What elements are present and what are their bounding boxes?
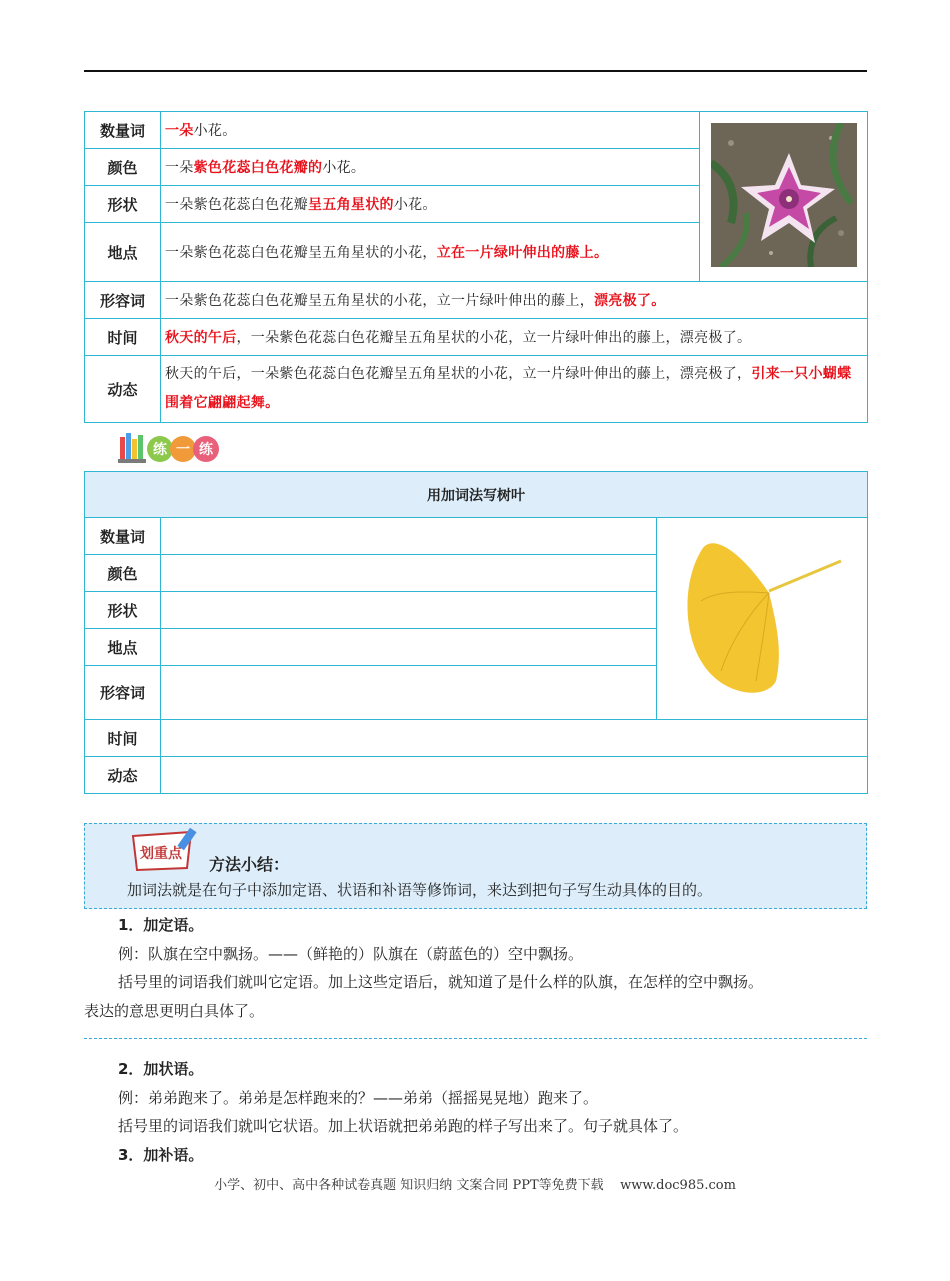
row-label: 数量词 — [85, 518, 161, 555]
example-sentence: 例：弟弟跑来了。弟弟是怎样跑来的？——弟弟（摇摇晃晃地）跑来了。 — [118, 1089, 599, 1107]
answer-field[interactable] — [161, 518, 657, 555]
answer-field[interactable] — [161, 629, 657, 666]
example-sentence: 例：队旗在空中飘扬。——（鲜艳的）队旗在（蔚蓝色的）空中飘扬。 — [118, 945, 584, 963]
text-fragment: 小花。 — [393, 197, 437, 213]
practice-badge-icon — [118, 429, 222, 465]
explanation: 括号里的词语我们就叫它定语。加上这些定语后，就知道了是什么样的队旗，在怎样的空中飘扬。 — [118, 973, 764, 991]
practice-table-title: 用加词法写树叶 — [85, 472, 868, 518]
row-label: 颜色 — [85, 555, 161, 592]
summary-text: 加词法就是在句子中添加定语、状语和补语等修饰词，来达到把句子写生动具体的目的。 — [127, 881, 713, 899]
ginkgo-leaf-image — [671, 531, 853, 703]
row-label: 地点 — [85, 629, 161, 666]
section-heading: 2．加状语。 — [118, 1060, 204, 1078]
highlight-fragment: 引来一只小蝴蝶围着它翩翩起舞。 — [165, 366, 852, 411]
row-label: 时间 — [85, 720, 161, 757]
method-summary-box — [84, 823, 867, 909]
row-text — [161, 282, 868, 319]
text-fragment: 一朵 — [165, 160, 194, 176]
text-fragment: 一朵紫色花蕊白色花瓣呈五角星状的小花， — [165, 245, 437, 261]
row-text — [161, 149, 700, 186]
row-label: 形状 — [85, 186, 161, 223]
explanation: 括号里的词语我们就叫它状语。加上状语就把弟弟跑的样子写出来了。句子就具体了。 — [118, 1117, 689, 1135]
badge-char: 一 — [176, 442, 190, 458]
text-fragment: 一朵紫色花蕊白色花瓣 — [165, 197, 308, 213]
row-label: 时间 — [85, 319, 161, 356]
row-label: 动态 — [85, 757, 161, 794]
badge-char: 练 — [199, 442, 213, 458]
explanation: 表达的意思更明白具体了。 — [84, 1002, 265, 1020]
answer-field[interactable] — [161, 666, 657, 720]
row-label: 动态 — [85, 356, 161, 423]
highlight-fragment: 紫色花蕊白色花瓣的 — [193, 160, 323, 176]
highlight-fragment: 秋天的午后 — [165, 330, 237, 346]
text-fragment: 一朵紫色花蕊白色花瓣呈五角星状的小花，立一片绿叶伸出的藤上， — [165, 293, 594, 309]
row-text — [161, 112, 700, 149]
header-rule — [84, 70, 867, 72]
text-fragment: ，一朵紫色花蕊白色花瓣呈五角星状的小花，立一片绿叶伸出的藤上，漂亮极了。 — [236, 330, 752, 346]
badge-text: 划重点 — [140, 846, 182, 862]
flower-image — [711, 123, 857, 267]
flower-image-cell — [700, 112, 868, 282]
example-table — [84, 111, 868, 423]
page-footer: 小学、初中、高中各种试卷真题 知识归纳 文案合同 PPT等免费下载 www.doc985.com — [214, 1178, 736, 1193]
row-label: 形容词 — [85, 282, 161, 319]
row-text — [161, 319, 868, 356]
highlight-fragment: 立在一片绿叶伸出的藤上。 — [436, 245, 609, 261]
answer-field[interactable] — [161, 555, 657, 592]
section-divider — [84, 1038, 867, 1039]
row-label: 数量词 — [85, 112, 161, 149]
row-text — [161, 223, 700, 282]
answer-field[interactable] — [161, 592, 657, 629]
highlight-fragment: 一朵 — [165, 123, 194, 139]
row-text — [161, 356, 868, 423]
highlight-fragment: 呈五角星状的 — [308, 197, 394, 213]
text-fragment: 小花。 — [322, 160, 366, 176]
answer-field[interactable] — [161, 720, 868, 757]
text-fragment: 小花。 — [193, 123, 237, 139]
text-fragment: 秋天的午后，一朵紫色花蕊白色花瓣呈五角星状的小花，立一片绿叶伸出的藤上，漂亮极了， — [165, 366, 752, 382]
row-label: 颜色 — [85, 149, 161, 186]
badge-char: 练 — [153, 442, 167, 458]
practice-table — [84, 471, 868, 794]
row-text — [161, 186, 700, 223]
summary-title: 方法小结： — [209, 855, 290, 874]
leaf-image-cell — [657, 518, 868, 720]
answer-field[interactable] — [161, 757, 868, 794]
key-point-badge-icon — [129, 826, 205, 872]
row-label: 地点 — [85, 223, 161, 282]
row-label: 形状 — [85, 592, 161, 629]
row-label: 形容词 — [85, 666, 161, 720]
section-heading: 3．加补语。 — [118, 1146, 204, 1164]
highlight-fragment: 漂亮极了。 — [594, 293, 666, 309]
section-heading: 1．加定语。 — [118, 916, 204, 934]
